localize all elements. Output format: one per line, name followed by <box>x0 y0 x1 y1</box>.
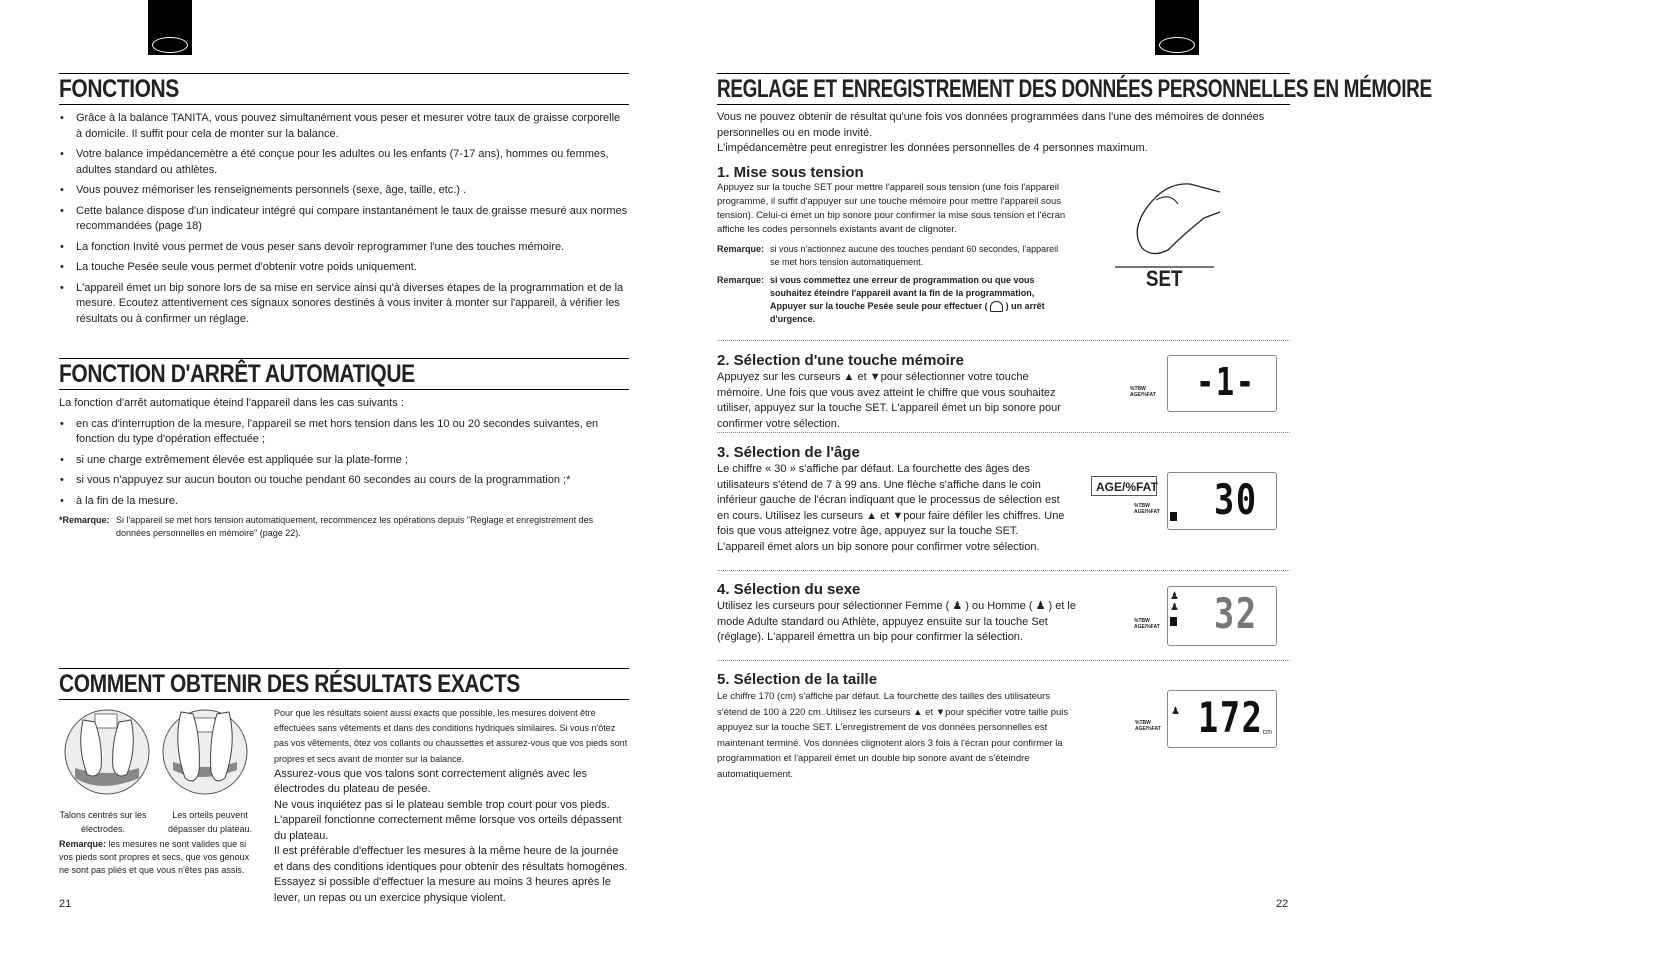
bullet-item: • Grâce à la balance TANITA, vous pouvez simultanément vous peser et mesurer votre taux de graisse corporelle à domicile. Il suffit pour cela de monter sur la balance. <box>59 111 629 142</box>
agefat-label: AGE/%FAT <box>1134 624 1160 630</box>
exacts-paragraph: Il est préférable d'effectuer les mesures à la même heure de la journée et dans des conditions identiques pour obtenir des résultats homogènes. <box>274 845 628 873</box>
page-tab <box>1155 0 1199 55</box>
lcd-side-labels <box>1134 618 1160 630</box>
bullet-item: • Votre balance impédancemètre a été conçue pour les adultes ou les enfants (7-17 ans), hommes ou femmes, adultes standard ou athlètes. <box>59 147 629 178</box>
exacts-body <box>274 706 630 906</box>
scale-toes-icon <box>163 710 247 794</box>
s5-text: Le chiffre 170 (cm) s'affiche par défaut. La fourchette des tailles des utilisateurs s'étend de 100 à 220 cm. Utilisez les curseurs ▲ et ▼pour spécifier votre taille puis appuyez sur la touche SET. L'enregistrement de vos données personnelles est maintenant terminé. Vos données clignotent alors 3 fois à l'écran pour confirmer la programmation et l'appareil émet un double bip sonore avant de s'éteindre automatiquement. <box>717 691 1069 780</box>
lcd-side-labels <box>1130 386 1156 398</box>
s3-text: Le chiffre « 30 » s'affiche par défaut. La fourchette des âges des utilisateurs s'étend de 7 à 99 ans. Une flèche s'affiche dans le coin inférieur gauche de l'écran indiquant que le processus de sélection est en cours. Utilisez les curseurs ▲ et ▼pour faire défiler les chiffres. Une fois que vous atteignez votre âge, appuyez sur la touche SET. L'appareil émet alors un bip sonore pour confirmer votre sélection. <box>717 463 1065 553</box>
divider <box>717 432 1290 433</box>
agefat-label: AGE/%FAT <box>1135 726 1161 732</box>
finger-press-illustration <box>1112 178 1222 270</box>
exacts-paragraph: Essayez si possible d'effectuer la mesure au moins 3 heures après le lever, un repas ou un exercice physique violent. <box>274 876 611 904</box>
bullet-item: • en cas d'interruption de la mesure, l'appareil se met hors tension dans les 10 ou 20 secondes suivantes, en fonction du type d'opération effectuée ; <box>59 417 629 448</box>
exacts-remark <box>59 838 259 877</box>
s3-title: 3. Sélection de l'âge <box>717 444 860 461</box>
remark-text: les mesures ne sont valides que si vos pieds sont propres et secs, que vos genoux ne sont pas pliés et que vous n'êtes pas assis. <box>59 839 250 875</box>
divider <box>717 660 1290 661</box>
agefat-label: AGE/%FAT <box>1130 392 1156 398</box>
left-page <box>0 0 672 954</box>
remark-label: Remarque: <box>717 275 765 285</box>
bullet-item: • si vous n'appuyez sur aucun bouton ou touche pendant 60 secondes au cours de la programmation ;* <box>59 473 629 489</box>
s1-remark-1 <box>717 243 1067 269</box>
intro-2: L'impédancemètre peut enregistrer les données personnelles de 4 personnes maximum. <box>717 142 1148 154</box>
lcd-height-display <box>1167 690 1277 748</box>
page-number-right: 22 <box>1276 898 1289 910</box>
lcd-sex-display <box>1167 586 1277 646</box>
divider <box>717 340 1290 341</box>
remark-text: si vous n'actionnez aucune des touches pendant 60 secondes, l'appareil se met hors tension automatiquement. <box>770 244 1059 267</box>
bullet-item: • Vous pouvez mémoriser les renseignements personnels (sexe, âge, taille, etc.) . <box>59 183 629 199</box>
oval-icon <box>1159 37 1195 53</box>
agefat-badge: AGE/%FAT <box>1091 476 1157 496</box>
divider <box>717 570 1290 571</box>
remark-text-end: ) un arrêt d'urgence. <box>770 301 1045 324</box>
bullet-item: • à la fin de la mesure. <box>59 494 629 510</box>
female-male-icons: ♟ ♟ <box>1170 591 1179 613</box>
right-page <box>672 0 1432 954</box>
lcd-side-labels <box>1135 720 1161 732</box>
caption-heels: Talons centrés sur les électrodes. <box>59 810 147 834</box>
arret-heading: FONCTION D'ARRÊT AUTOMATIQUE <box>59 358 629 390</box>
s4-title: 4. Sélection du sexe <box>717 581 861 598</box>
arret-section <box>59 396 629 540</box>
lcd-digits: 172 <box>1198 693 1264 742</box>
tbw-label: %TBW <box>1135 720 1151 726</box>
arret-intro: La fonction d'arrêt automatique éteind l'appareil dans les cas suivants : <box>59 397 404 409</box>
set-button-label: SET <box>1146 266 1183 291</box>
s1-remark-2 <box>717 274 1067 326</box>
page-number-left: 21 <box>59 898 72 910</box>
remark-text: Si l'appareil se met hors tension automatiquement, recommencez les opérations depuis "Reglage et enregistrement des données personnelles en mémoire" (page 22). <box>116 515 594 538</box>
oval-icon <box>152 37 188 53</box>
lcd-side-labels <box>1134 503 1160 515</box>
caption-toes: Les orteils peuvent dépasser du plateau. <box>167 810 253 834</box>
exacts-paragraph: Assurez-vous que vos talons sont correctement alignés avec les électrodes du plateau de pesée. <box>274 767 588 796</box>
exacts-heading: COMMENT OBTENIR DES RÉSULTATS EXACTS <box>59 668 629 700</box>
s5-title: 5. Sélection de la taille <box>717 671 878 688</box>
lcd-age-display <box>1167 472 1277 530</box>
unit-label: cm <box>1262 729 1272 736</box>
s2-title: 2. Sélection d'une touche mémoire <box>717 352 964 369</box>
reglage-heading: REGLAGE ET ENREGISTREMENT DES DONNÉES PERSONNELLES EN MÉMOIRE <box>717 75 1432 103</box>
s1-text: Appuyez sur la touche SET pour mettre l'appareil sous tension (une fois l'appareil programmé, il suffit d'appuyer sur une touche mémoire pour mettre l'appareil sous tension). Celui-ci émet un bip sonore pour confirmer la mise sous tension et l'écran affiche les codes personnels existants avant de clignoter. <box>717 182 1066 235</box>
lcd-digits: 30 <box>1214 475 1258 524</box>
fonctions-list <box>59 111 629 332</box>
lcd-memory-display <box>1167 355 1277 412</box>
reglage-intro <box>717 110 1290 157</box>
selection-arrow-icon <box>1170 617 1177 626</box>
s2-text: Appuyez sur les curseurs ▲ et ▼pour sélectionner votre touche mémoire. Une fois que vous avez atteint le chiffre que vous souhaitez utiliser, appuyez sur la touche SET. L'appareil émet un bip sonore pour confirmer votre sélection. <box>717 371 1061 430</box>
exacts-paragraph: Ne vous inquiétez pas si le plateau semble trop court pour vos pieds. L'appareil fonctionne correctement même lorsque vos orteils dépassent du plateau. <box>274 798 622 842</box>
scale-heels-icon <box>65 710 149 794</box>
lcd-digits: 32 <box>1214 589 1258 638</box>
lcd-digits: -1- <box>1196 360 1256 404</box>
arret-remark <box>59 514 629 540</box>
page-tab <box>148 0 192 55</box>
intro-1: Vous ne pouvez obtenir de résultat qu'une fois vos données programmées dans l'une des mémoires de données personnelles ou en mode invité. <box>717 111 1265 139</box>
bullet-item: • si une charge extrêmement élevée est appliquée sur la plate-forme ; <box>59 453 629 469</box>
feet-illustration <box>61 708 261 800</box>
bullet-item: • La touche Pesée seule vous permet d'obtenir votre poids uniquement. <box>59 260 629 276</box>
bullet-item: • L'appareil émet un bip sonore lors de sa mise en service ainsi qu'à diverses étapes de la programmation et de la mesure. Ecoutez attentivement ces signaux sonores destinés à vous inviter à monter sur l'appareil, à vérifier les résultats ou à confirmer un réglage. <box>59 281 629 328</box>
remark-label: *Remarque: <box>59 515 110 525</box>
tbw-label: %TBW <box>1130 386 1146 392</box>
fonctions-heading: FONCTIONS <box>59 73 629 105</box>
remark-text: si vous commettez une erreur de programmation ou que vous souhaitez éteindre l'appareil avant la fin de la programmation, Appuyer sur la touche Pesée seule pour effectuer ( <box>770 275 1035 311</box>
male-icon: ♟ <box>1171 706 1180 717</box>
s4-text: Utilisez les curseurs pour sélectionner Femme ( ♟ ) ou Homme ( ♟ ) et le mode Adulte standard ou Athlète, appuyez ensuite sur la touche Set (réglage). L'appareil émettra un bip pour confirmer la sélection. <box>717 600 1076 643</box>
selection-arrow-icon <box>1170 512 1177 521</box>
agefat-label: AGE/%FAT <box>1134 509 1160 515</box>
tbw-label: %TBW <box>1134 618 1150 624</box>
s1-title: 1. Mise sous tension <box>717 164 864 181</box>
bullet-item: • La fonction Invité vous permet de vous peser sans devoir reprogrammer l'une des touches mémoire. <box>59 240 629 256</box>
remark-label: Remarque: <box>717 244 765 254</box>
exacts-intro: Pour que les résultats soient aussi exacts que possible, les mesures doivent être effectuées sans vêtements et dans des conditions hydriques similaires. Si vous n'ôtez pas vos vêtements, ôtez vos collants ou chaussettes et assurez-vous que vos pieds sont propres et secs avant de monter sur la balance. <box>274 708 628 764</box>
remark-label: Remarque: <box>59 839 107 849</box>
weigh-only-icon <box>990 301 1003 312</box>
tbw-label: %TBW <box>1134 503 1150 509</box>
bullet-item: • Cette balance dispose d'un indicateur intégré qui compare instantanément le taux de graisse mesuré aux normes recommandées (page 18) <box>59 204 629 235</box>
